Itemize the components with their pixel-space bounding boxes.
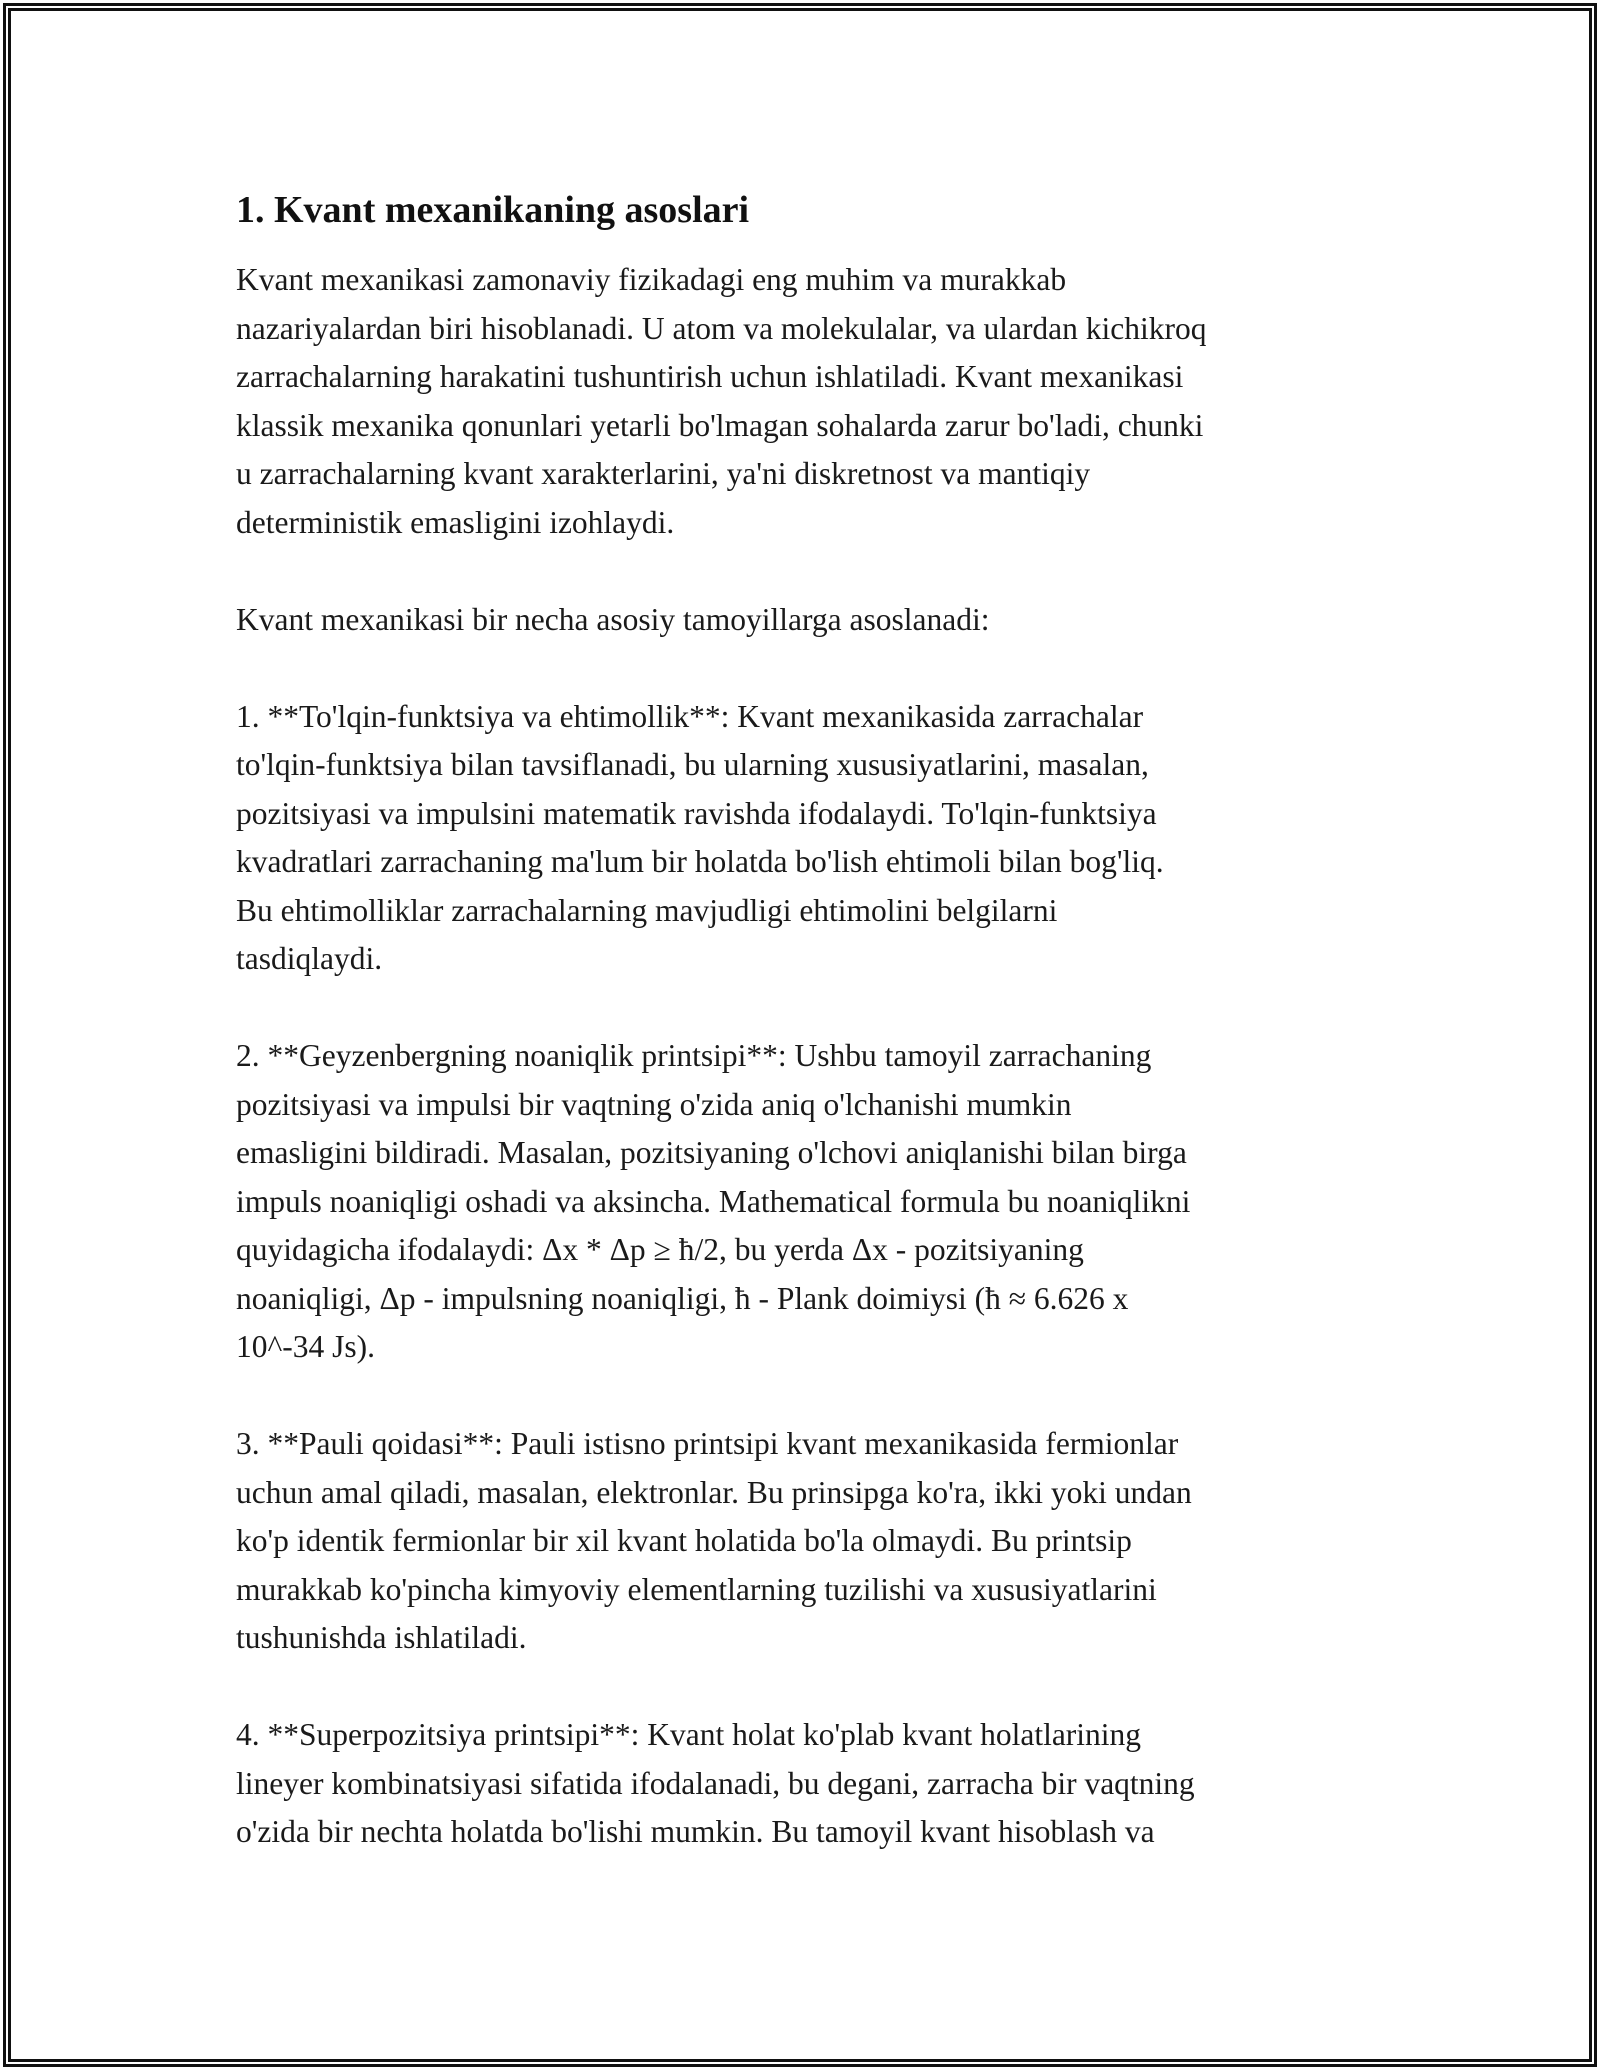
paragraph-wave-function: [236, 693, 1396, 984]
document-page: [236, 186, 1396, 1905]
text-line: murakkab ko'pincha kimyoviy elementlarning tuzilishi va xususiyatlarini: [236, 1571, 1157, 1607]
text-line: kvadratlari zarrachaning ma'lum bir holatda bo'lish ehtimoli bilan bog'liq.: [236, 844, 1164, 879]
text-line: zarrachalarning harakatini tushuntirish uchun ishlatiladi. Kvant mexanikasi: [236, 359, 1184, 394]
paragraph-principles-intro: [236, 596, 1396, 645]
paragraph-superposition: [236, 1711, 1396, 1857]
text-line: nazariyalardan biri hisoblanadi. U atom va molekulalar, va ulardan kichikroq: [236, 310, 1207, 346]
text-line: noaniqligi, Δp - impulsning noaniqligi, ħ - Plank doimiysi (ħ ≈ 6.626 x: [236, 1280, 1129, 1316]
text-line: Bu ehtimolliklar zarrachalarning mavjudligi ehtimolini belgilarni: [236, 892, 1058, 928]
text-line: lineyer kombinatsiyasi sifatida ifodalanadi, bu degani, zarracha bir vaqtning: [236, 1765, 1195, 1801]
section-heading: 1. Kvant mexanikaning asoslari: [236, 189, 750, 231]
text-line: quyidagicha ifodalaydi: Δx * Δp ≥ ħ/2, bu yerda Δx - pozitsiyaning: [236, 1232, 1084, 1267]
text-line: Kvant mexanikasi zamonaviy fizikadagi eng muhim va murakkab: [236, 262, 1067, 297]
text-line: to'lqin-funktsiya bilan tavsiflanadi, bu ularning xususiyatlarini, masalan,: [236, 747, 1149, 782]
text-line: pozitsiyasi va impulsi bir vaqtning o'zida aniq o'lchanishi mumkin: [236, 1086, 1072, 1122]
text-line: 10^-34 Js).: [236, 1329, 376, 1364]
text-line: tasdiqlaydi.: [236, 941, 383, 976]
text-line: o'zida bir nechta holatda bo'lishi mumkin. Bu tamoyil kvant hisoblash va: [236, 1814, 1155, 1849]
text-line: 3. **Pauli qoidasi**: Pauli istisno printsipi kvant mexanikasida fermionlar: [236, 1426, 1179, 1461]
text-line: Kvant mexanikasi bir necha asosiy tamoyillarga asoslanadi:: [236, 601, 990, 637]
text-line: ko'p identik fermionlar bir xil kvant holatida bo'la olmaydi. Bu printsip: [236, 1523, 1132, 1558]
text-line: emasligini bildiradi. Masalan, pozitsiyaning o'lchovi aniqlanishi bilan birga: [236, 1135, 1187, 1170]
text-line: uchun amal qiladi, masalan, elektronlar. Bu prinsipga ko'ra, ikki yoki undan: [236, 1474, 1192, 1510]
text-line: impuls noaniqligi oshadi va aksincha. Mathematical formula bu noaniqlikni: [236, 1183, 1191, 1219]
text-line: 1. **To'lqin-funktsiya va ehtimollik**: Kvant mexanikasida zarrachalar: [236, 698, 1144, 734]
text-line: 4. **Superpozitsiya printsipi**: Kvant holat ko'plab kvant holatlarining: [236, 1717, 1142, 1752]
paragraph-intro: [236, 256, 1396, 547]
text-line: tushunishda ishlatiladi.: [236, 1620, 527, 1655]
text-line: pozitsiyasi va impulsini matematik ravishda ifodalaydi. To'lqin-funktsiya: [236, 795, 1157, 831]
text-line: deterministik emasligini izohlaydi.: [236, 504, 675, 540]
paragraph-pauli: [236, 1420, 1396, 1663]
text-line: klassik mexanika qonunlari yetarli bo'lmagan sohalarda zarur bo'ladi, chunki: [236, 407, 1204, 443]
text-line: 2. **Geyzenbergning noaniqlik printsipi**: Ushbu tamoyil zarrachaning: [236, 1038, 1152, 1073]
paragraph-uncertainty: [236, 1032, 1396, 1372]
text-line: u zarrachalarning kvant xarakterlarini, ya'ni diskretnost va mantiqiy: [236, 456, 1091, 491]
